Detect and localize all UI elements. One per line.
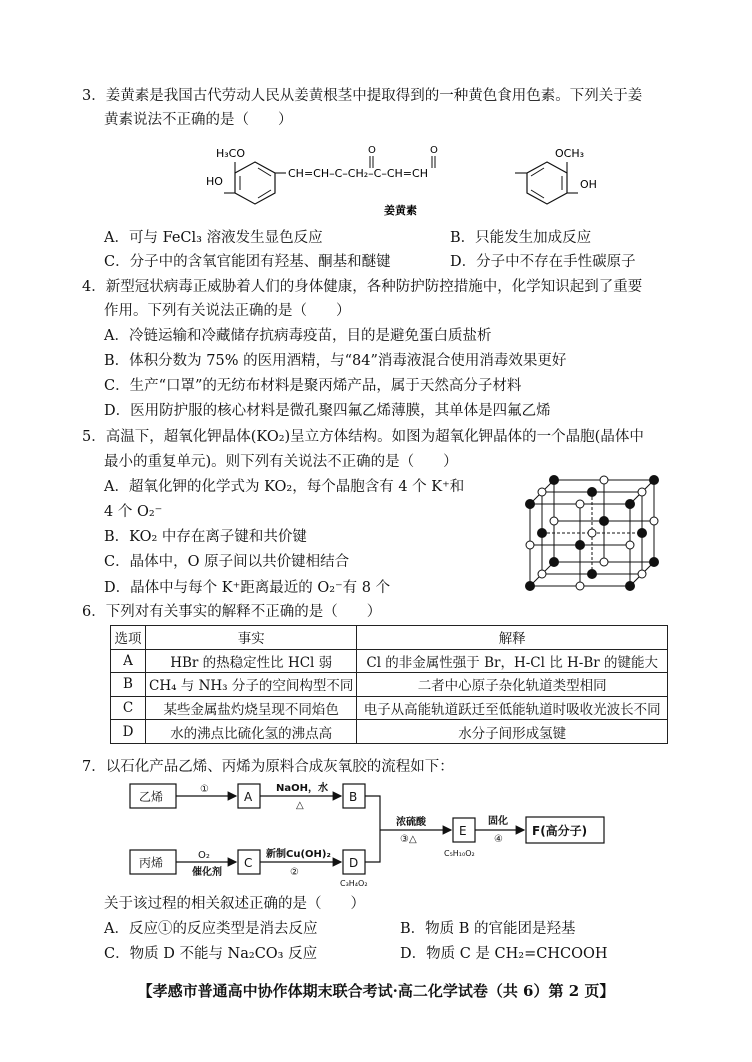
header-option: 选项 (111, 626, 146, 650)
q4-option-c: C．生产“口罩”的无纺布材料是聚丙烯产品，属于天然高分子材料 (104, 378, 522, 394)
cell-fact: HBr 的热稳定性比 HCl 弱 (146, 649, 357, 673)
q6-stem: 6．下列对有关事实的解释不正确的是（ ） (82, 604, 382, 620)
node-e: E (459, 824, 467, 838)
q7-option-a: A．反应①的反应类型是消去反应 (104, 921, 318, 937)
header-explanation: 解释 (357, 626, 668, 650)
node-f: F(高分子) (532, 824, 588, 838)
chain-label: CH=CH–C–CH₂–C–CH=CH (288, 167, 428, 180)
cell-explanation: 水分子间形成氢键 (357, 720, 668, 744)
q7-stem: 7．以石化产品乙烯、丙烯为原料合成灰氧胶的流程如下： (82, 759, 454, 775)
step3-label: ③△ (400, 834, 417, 845)
step1-label: ① (200, 784, 209, 795)
naoh-label: NaOH，水 (276, 783, 328, 794)
q3-stem-line2: 黄素说法不正确的是（ ） (104, 112, 293, 128)
q7-option-c: C．物质 D 不能与 Na₂CO₃ 反应 (104, 946, 318, 962)
q4-option-b: B．体积分数为 75% 的医用酒精，与“84”消毒液混合使用消毒效果更好 (104, 353, 567, 369)
synthesis-flowchart (128, 778, 648, 893)
page-footer: 【孝感市普通高中协作体期末联合考试·高二化学试卷（共 6）第 2 页】 (137, 982, 615, 1000)
table-row (111, 696, 668, 720)
left-hydroxy-label: HO (206, 175, 223, 188)
left-methoxy-label: H₃CO (216, 147, 246, 160)
q6-table (110, 625, 668, 744)
crystal-cell-diagram (518, 470, 668, 600)
q4-stem-line2: 作用。下列有关说法正确的是（ ） (104, 303, 351, 319)
q3-stem-line1: 3．姜黄素是我国古代劳动人民从姜黄根茎中提取得到的一种黄色食用色素。下列关于姜 (82, 88, 643, 104)
q4-option-a: A．冷链运输和冷藏储存抗病毒疫苗，目的是避免蛋白质盐析 (104, 328, 492, 344)
heat-label: △ (296, 800, 304, 811)
step2-label: ② (290, 867, 299, 878)
o2-label: O₂ (198, 850, 210, 861)
q4-stem-line1: 4．新型冠状病毒正威胁着人们的身体健康，各种防护防控措施中，化学知识起到了重要 (82, 279, 643, 295)
carbonyl-o-1: O (368, 145, 376, 156)
q5-stem-line1: 5．高温下，超氧化钾晶体(KO₂)呈立方体结构。如图为超氧化钾晶体的一个晶胞(晶体中 (82, 429, 644, 445)
q7-option-b: B．物质 B 的官能团是羟基 (400, 921, 576, 937)
q5-option-a-line2: 4 个 O₂⁻ (104, 504, 163, 520)
right-hydroxy-label: OH (580, 178, 597, 191)
q3-option-a: A．可与 FeCl₃ 溶液发生显色反应 (104, 230, 323, 246)
node-d: D (349, 856, 359, 870)
right-methoxy-label: OCH₃ (555, 147, 585, 160)
cuoh-label: 新制Cu(OH)₂ (266, 849, 331, 860)
cure-label: 固化 (488, 816, 508, 827)
catalyst-label: 催化剂 (192, 867, 222, 878)
table-row (111, 720, 668, 744)
node-c: C (244, 856, 253, 870)
cell-option: C (111, 696, 146, 720)
formula-d: C₃H₄O₂ (340, 879, 368, 888)
q5-stem-line2: 最小的重复单元)。则下列有关说法不正确的是（ ） (104, 454, 458, 470)
table-header-row (111, 626, 668, 650)
cell-fact: 水的沸点比硫化氢的沸点高 (146, 720, 357, 744)
cell-option: B (111, 673, 146, 697)
cell-option: A (111, 649, 146, 673)
table-row (111, 649, 668, 673)
q5-option-b: B．KO₂ 中存在离子键和共价键 (104, 529, 307, 545)
node-a: A (244, 790, 253, 804)
q5-option-c: C．晶体中，O 原子间以共价键相结合 (104, 554, 350, 570)
cell-explanation: Cl 的非金属性强于 Br，H-Cl 比 H-Br 的键能大 (357, 649, 668, 673)
q3-option-c: C．分子中的含氧官能团有羟基、酮基和醚键 (104, 254, 391, 270)
h2so4-label: 浓硫酸 (396, 817, 426, 828)
q3-option-d: D．分子中不存在手性碳原子 (450, 254, 636, 270)
compound-name: 姜黄素 (384, 204, 417, 217)
step4-label: ④ (494, 834, 503, 845)
q3-option-b: B．只能发生加成反应 (450, 230, 592, 246)
q5-option-a-line1: A．超氧化钾的化学式为 KO₂，每个晶胞含有 4 个 K⁺和 (104, 479, 465, 495)
header-fact: 事实 (146, 626, 357, 650)
node-propylene: 丙烯 (139, 856, 164, 870)
formula-e: C₅H₁₀O₂ (444, 849, 475, 858)
q7-option-d: D．物质 C 是 CH₂=CHCOOH (400, 946, 608, 962)
q7-question: 关于该过程的相关叙述正确的是（ ） (104, 896, 365, 912)
carbonyl-o-2: O (430, 145, 438, 156)
q4-option-d: D．医用防护服的核心材料是微孔聚四氟乙烯薄膜，其单体是四氟乙烯 (104, 403, 551, 419)
node-b: B (349, 790, 358, 804)
cell-explanation: 二者中心原子杂化轨道类型相同 (357, 673, 668, 697)
curcumin-structure (200, 140, 610, 220)
cell-explanation: 电子从高能轨道跃迁至低能轨道时吸收光波长不同 (357, 696, 668, 720)
table-row (111, 673, 668, 697)
cell-fact: 某些金属盐灼烧呈现不同焰色 (146, 696, 357, 720)
cell-fact: CH₄ 与 NH₃ 分子的空间构型不同 (146, 673, 357, 697)
q5-option-d: D．晶体中与每个 K⁺距离最近的 O₂⁻有 8 个 (104, 580, 391, 596)
node-ethylene: 乙烯 (139, 790, 164, 804)
cell-option: D (111, 720, 146, 744)
